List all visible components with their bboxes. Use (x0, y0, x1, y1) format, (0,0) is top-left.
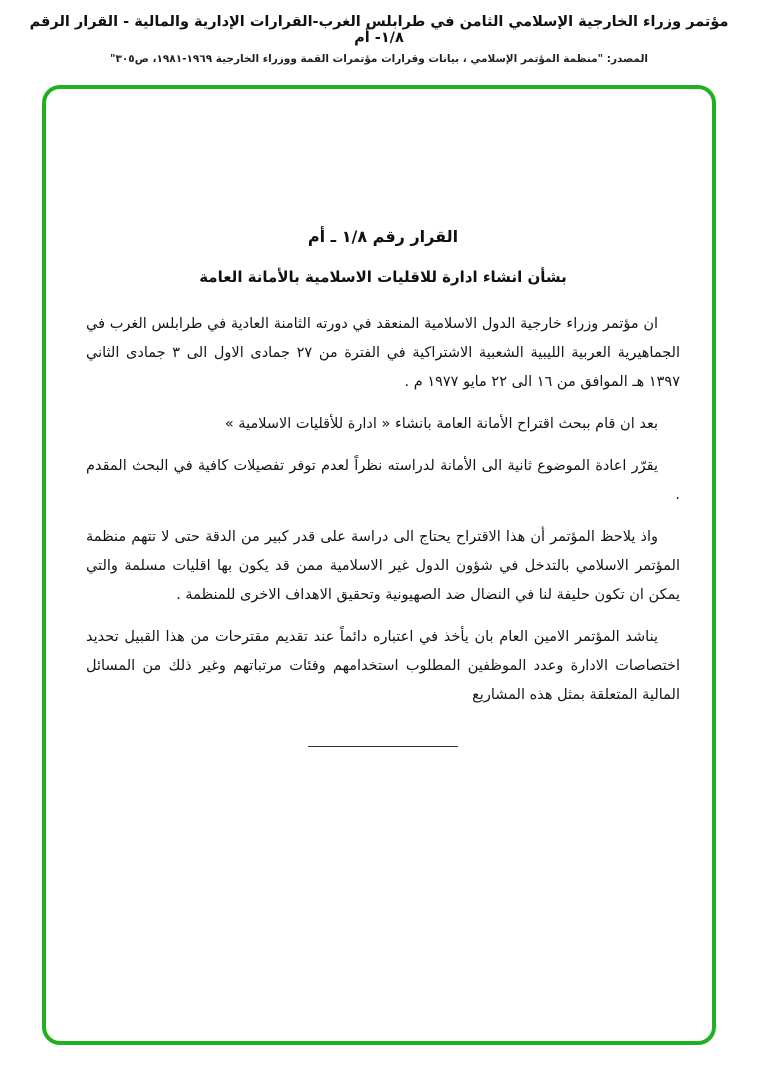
paragraph-observation: واذ يلاحظ المؤتمر أن هذا الاقتراح يحتاج الى دراسة على قدر كبير من الدقة حتى لا تتهم منظمة المؤتمر الاسلامي بالتدخل في شؤون الدول غير الاسلامية ممن قد يكون بها اقليات مسلمة والتي يمكن ان تكون حليفة لنا في النضال ضد الصهيونية وتحقيق الاهداف الاخرى للمنظمة . (86, 529, 680, 603)
section-divider (308, 746, 458, 747)
resolution-title: القرار رقم ١/٨ ـ أم (307, 227, 459, 246)
paragraph-preamble: ان مؤتمر وزراء خارجية الدول الاسلامية المنعقد في دورته الثامنة العادية في طرابلس الغرب في الجماهيرية العربية الليبية الشعبية الاشتراكية في الفترة من ٢٧ جمادى الاول الى ٣ جمادى الثاني ١٣٩٧ هـ الموافق من ١٦ الى ٢٢ مايو ١٩٧٧ م . (86, 316, 681, 390)
paragraph-after-review: بعد ان قام ببحث اقتراح الأمانة العامة بانشاء « ادارة للأقليات الاسلامية » (224, 416, 658, 432)
paragraph-decision: يقرّر اعادة الموضوع ثانية الى الأمانة لدراسته نظراً لعدم توفر تفصيلات كافية في البحث المقدم . (86, 458, 680, 503)
document-content (46, 89, 712, 747)
resolution-subtitle: بشأن انشاء ادارة للاقليات الاسلامية بالأمانة العامة (199, 268, 567, 286)
page-header (0, 0, 758, 65)
header-source-line: المصدر: "منظمة المؤتمر الإسلامي ، بيانات وقرارات مؤتمرات القمة ووزراء الخارجية ١٩٦٩-١٩٨١، ص٣٠٥" (109, 53, 648, 65)
paragraph-appeal: يناشد المؤتمر الامين العام بان يأخذ في اعتباره دائماً عند تقديم مقترحات من هذا القبيل تحديد اختصاصات الادارة وعدد الموظفين المطلوب استخدامهم وفئات مرتباتهم وغير ذلك من المسائل المالية المتعلقة بمثل هذه المشاريع (86, 629, 680, 703)
document-frame (42, 85, 716, 1045)
header-title-line: مؤتمر وزراء الخارجية الإسلامي الثامن في طرابلس الغرب-القرارات الإدارية والمالية - القرار الرقم ١/٨- أم (29, 14, 729, 46)
